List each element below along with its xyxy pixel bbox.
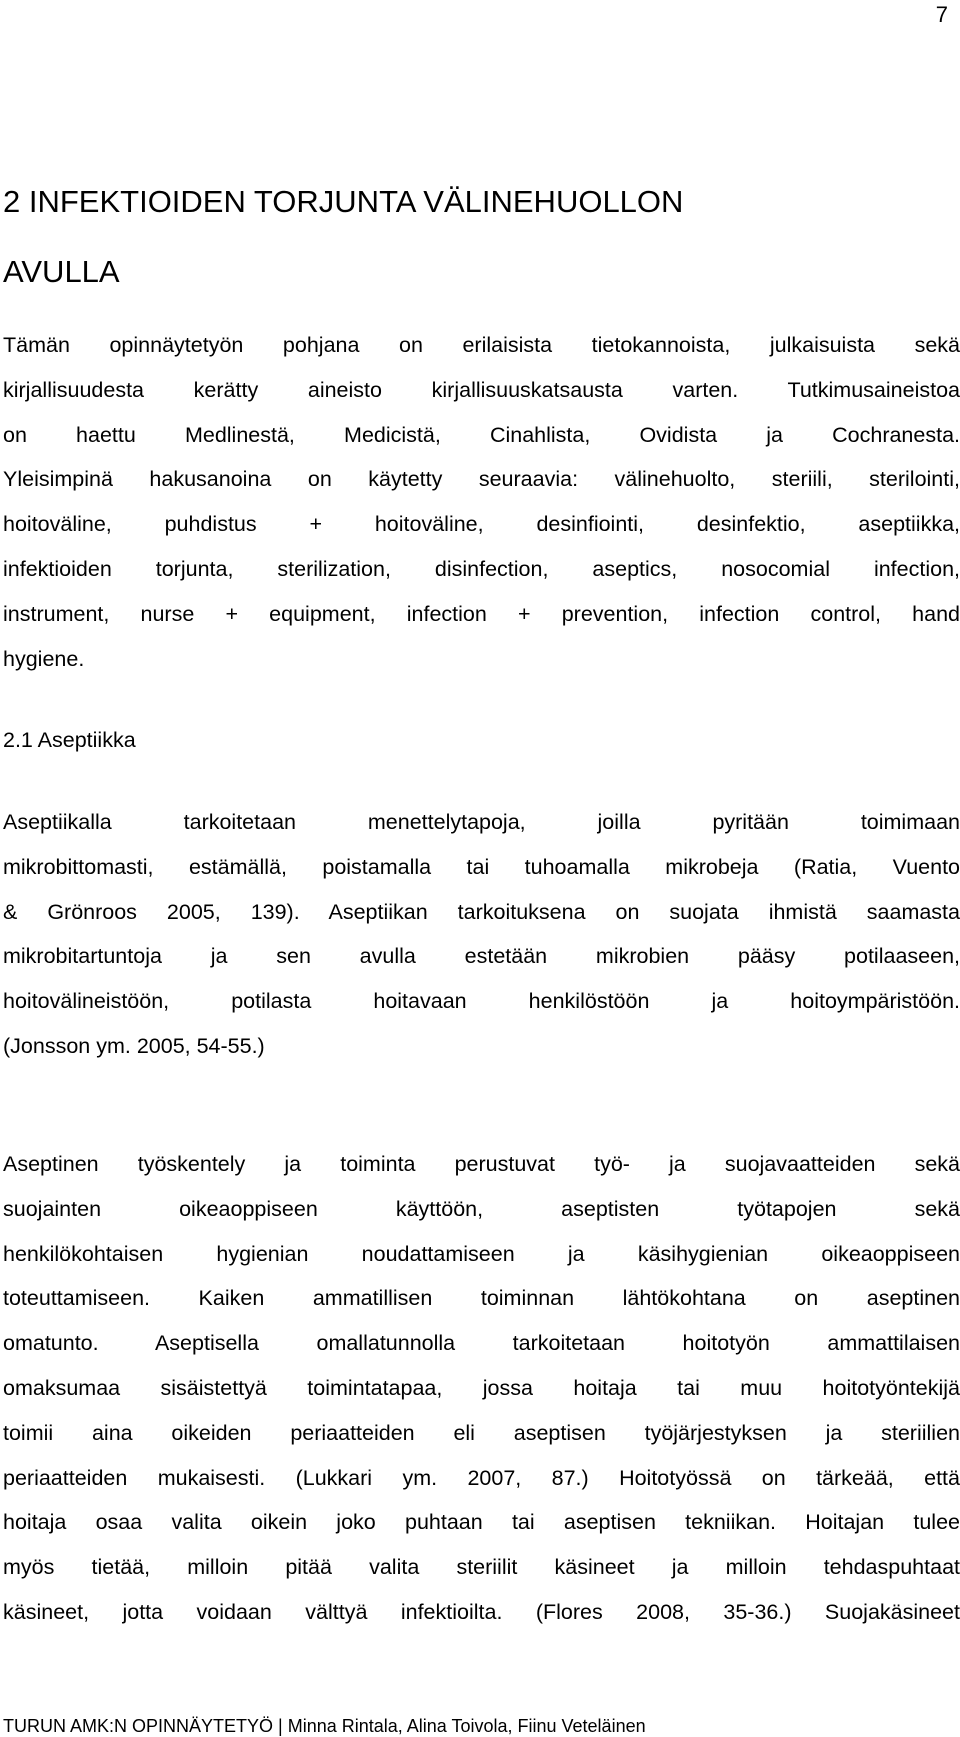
paragraph-line: on haettu Medlinestä, Medicistä, Cinahlista, Ovidista ja Cochranesta. <box>3 422 960 447</box>
paragraph-line: hygiene. <box>3 646 85 671</box>
paragraph-line: (Jonsson ym. 2005, 54-55.) <box>3 1033 265 1058</box>
paragraph-line: toteuttamiseen. Kaiken ammatillisen toiminnan lähtökohtana on aseptinen <box>3 1286 960 1311</box>
paragraph-line: henkilökohtaisen hygienian noudattamiseen ja käsihygienian oikeaoppiseen <box>3 1241 960 1266</box>
paragraph-line: suojainten oikeaoppiseen käyttöön, aseptisten työtapojen sekä <box>3 1196 960 1221</box>
intro-paragraph <box>3 323 960 681</box>
aseptic-work-paragraph <box>3 1142 960 1635</box>
chapter-heading-line-2: AVULLA <box>3 254 120 289</box>
asepsis-paragraph <box>3 800 960 1069</box>
paragraph-line: omatunto. Aseptisella omallatunnolla tarkoitetaan hoitotyön ammattilaisen <box>3 1331 960 1356</box>
paragraph-line: käsineet, jotta voidaan välttyä infektioilta. (Flores 2008, 35-36.) Suojakäsineet <box>3 1599 960 1624</box>
paragraph-line: Aseptiikalla tarkoitetaan menettelytapoja, joilla pyritään toimimaan <box>3 810 960 834</box>
paragraph-line: mikrobitartuntoja ja sen avulla estetään mikrobien pääsy potilaaseen, <box>3 944 960 969</box>
paragraph-line: kirjallisuudesta kerätty aineisto kirjallisuuskatsausta varten. Tutkimusaineistoa <box>3 377 960 402</box>
page-number: 7 <box>935 2 948 27</box>
paragraph-line: Tämän opinnäytetyön pohjana on erilaisista tietokannoista, julkaisuista sekä <box>3 333 960 357</box>
chapter-heading <box>3 167 903 307</box>
paragraph-line: omaksumaa sisäistettyä toimintatapaa, jossa hoitaja tai muu hoitotyöntekijä <box>3 1375 960 1400</box>
section-heading: 2.1 Aseptiikka <box>3 728 136 752</box>
paragraph-line: instrument, nurse + equipment, infection + prevention, infection control, hand <box>3 601 960 626</box>
paragraph-line: Yleisimpinä hakusanoina on käytetty seuraavia: välinehuolto, steriili, sterilointi, <box>3 467 960 492</box>
paragraph-line: hoitaja osaa valita oikein joko puhtaan tai aseptisen tekniikan. Hoitajan tulee <box>3 1510 960 1535</box>
chapter-heading-line-1: 2 INFEKTIOIDEN TORJUNTA VÄLINEHUOLLON <box>3 184 684 219</box>
paragraph-line: myös tietää, milloin pitää valita steriilit käsineet ja milloin tehdaspuhtaat <box>3 1555 960 1580</box>
page-footer: TURUN AMK:N OPINNÄYTETYÖ | Minna Rintala, Alina Toivola, Fiinu Veteläinen <box>3 1716 646 1736</box>
paragraph-line: hoitovälineistöön, potilasta hoitavaan henkilöstöön ja hoitoympäristöön. <box>3 989 960 1014</box>
paragraph-line: infektioiden torjunta, sterilization, disinfection, aseptics, nosocomial infection, <box>3 556 960 581</box>
paragraph-line: hoitoväline, puhdistus + hoitoväline, desinfiointi, desinfektio, aseptiikka, <box>3 512 960 537</box>
paragraph-line: mikrobittomasti, estämällä, poistamalla tai tuhoamalla mikrobeja (Ratia, Vuento <box>3 854 960 879</box>
paragraph-line: toimii aina oikeiden periaatteiden eli aseptisen työjärjestyksen ja steriilien <box>3 1420 960 1445</box>
paragraph-line: Aseptinen työskentely ja toiminta perustuvat työ- ja suojavaatteiden sekä <box>3 1152 960 1176</box>
paragraph-line: periaatteiden mukaisesti. (Lukkari ym. 2007, 87.) Hoitotyössä on tärkeää, että <box>3 1465 960 1490</box>
paragraph-line: & Grönroos 2005, 139). Aseptiikan tarkoituksena on suojata ihmistä saamasta <box>3 899 960 924</box>
